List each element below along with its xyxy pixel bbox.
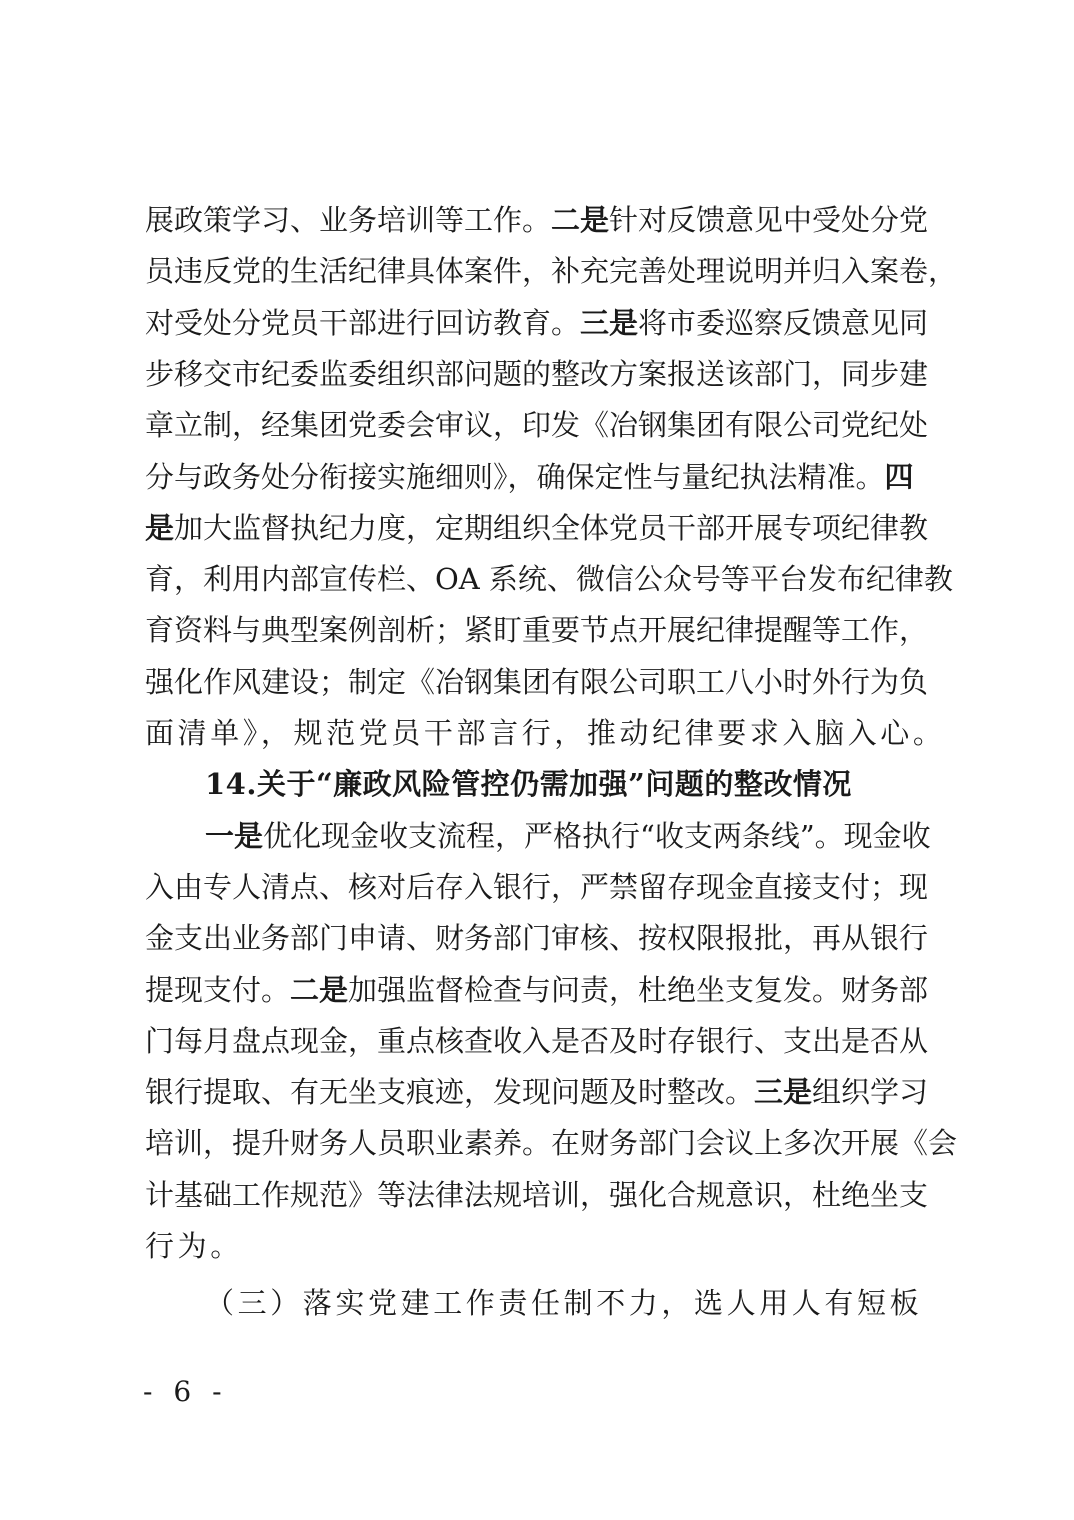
text-line [145, 1175, 935, 1215]
text-run: 展政策学习、业务培训等工作。 [145, 203, 552, 237]
text-line [205, 1283, 995, 1323]
text-run: 门每月盘点现金，重点核查收入是否及时存银行、支出是否从 [145, 1023, 929, 1058]
text-line [145, 970, 935, 1010]
text-line [145, 610, 935, 650]
text-line [145, 918, 935, 958]
text-run: 育，利用内部宣传栏、OA 系统、微信公众号等平台发布纪律教 [145, 562, 953, 597]
text-run: 面清单》，规范党员干部言行，推动纪律要求入脑入心。 [145, 716, 946, 750]
text-run: 优化现金收支流程，严格执行“收支两条线”。现金收 [263, 818, 931, 853]
bold-run: 二是 [551, 203, 610, 237]
text-run: 加强监督检查与问责，杜绝坐支复发。财务部 [348, 972, 929, 1007]
bold-run: 四 [884, 459, 914, 494]
text-run: 针对反馈意见中受处分党 [609, 203, 929, 237]
text-run: 对受处分党员干部进行回访教育。 [145, 305, 581, 340]
text-line [145, 251, 958, 291]
text-run: 育资料与典型案例剖析；紧盯重要节点开展纪律提醒等工作， [145, 613, 929, 648]
text-line [145, 1021, 935, 1061]
text-run: 章立制，经集团党委会审议，印发《冶钢集团有限公司党纪处 [145, 408, 929, 443]
text-line [145, 1226, 935, 1266]
text-line [145, 867, 935, 907]
bold-run: 是 [145, 510, 175, 545]
text-run: 将市委巡察反馈意见同 [638, 305, 929, 340]
text-run: 员违反党的生活纪律具体案件，补充完善处理说明并归入案卷， [145, 254, 958, 289]
bold-run: 三是 [754, 1075, 813, 1110]
text-line [145, 457, 935, 497]
text-line [145, 200, 935, 240]
bold-run: 二是 [290, 972, 349, 1007]
text-line [145, 1072, 935, 1112]
text-line [145, 713, 946, 753]
text-run: （三）落实党建工作责任制不力，选人用人有短板 [205, 1286, 923, 1321]
text-run: 培训，提升财务人员职业素养。在财务部门会议上多次开展《会 [145, 1126, 958, 1161]
text-run: 加大监督执纪力度，定期组织全体党员干部开展专项纪律教 [174, 510, 929, 545]
text-run: 组织学习 [812, 1075, 929, 1110]
text-line [145, 508, 935, 548]
text-run: 金支出业务部门申请、财务部门审核、按权限报批，再从银行 [145, 921, 929, 956]
text-line [145, 1123, 958, 1163]
text-run: 行为。 [145, 1229, 243, 1263]
text-line [205, 816, 995, 856]
section-heading [205, 764, 995, 804]
text-run: 步移交市纪委监委组织部问题的整改方案报送该部门，同步建 [145, 356, 929, 391]
text-line [145, 405, 935, 445]
bold-run: 三是 [580, 305, 639, 340]
bold-run: 14.关于“廉政风险管控仍需加强”问题的整改情况 [205, 767, 852, 802]
text-line [145, 354, 935, 394]
text-run: 强化作风建设；制定《冶钢集团有限公司职工八小时外行为负 [145, 664, 929, 699]
text-run: 银行提取、有无坐支痕迹，发现问题及时整改。 [145, 1075, 755, 1110]
text-run: 计基础工作规范》等法律法规培训，强化合规意识，杜绝坐支 [145, 1177, 929, 1212]
bold-run: 一是 [205, 818, 264, 853]
text-line [145, 303, 935, 343]
text-run: 分与政务处分衔接实施细则》，确保定性与量纪执法精准。 [145, 459, 885, 494]
page-number: - 6 - [143, 1375, 228, 1408]
text-run: 提现支付。 [145, 972, 291, 1007]
text-line [145, 662, 935, 702]
text-run: 入由专人清点、核对后存入银行，严禁留存现金直接支付；现 [145, 869, 929, 904]
text-line [145, 559, 953, 599]
